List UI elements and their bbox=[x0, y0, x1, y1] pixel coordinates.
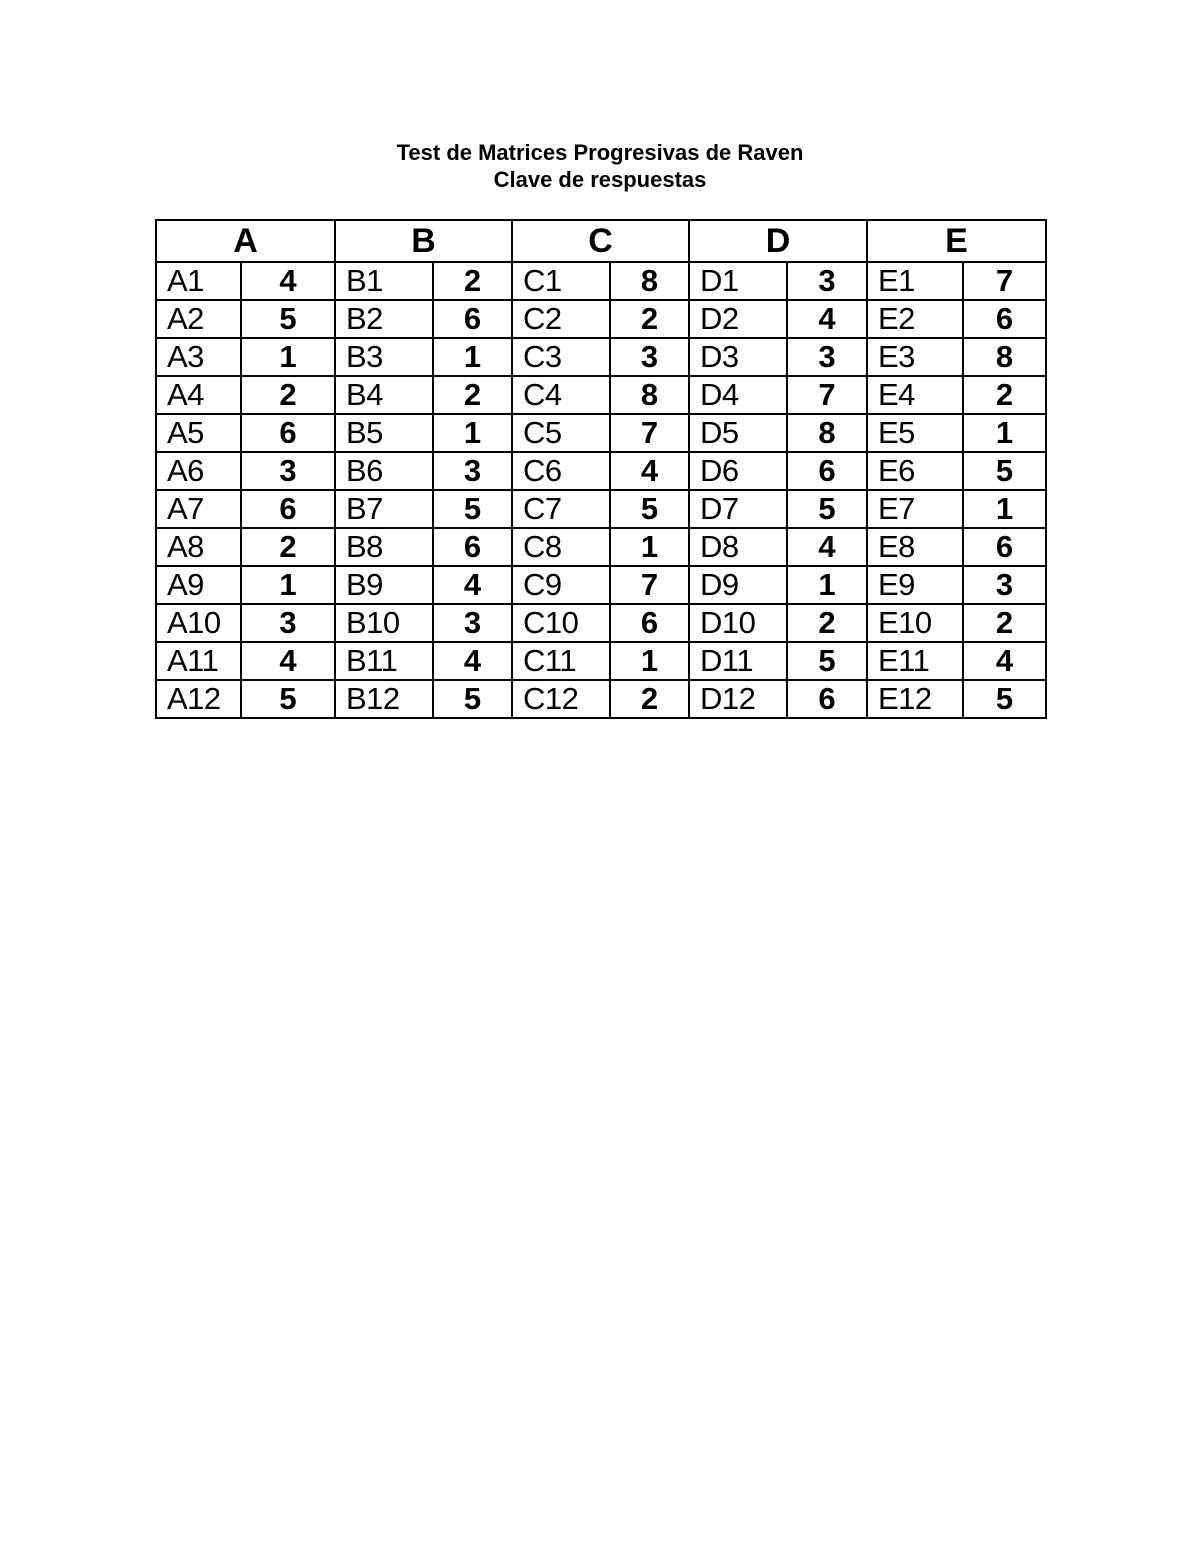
answer-value: 3 bbox=[433, 452, 512, 490]
answer-value: 6 bbox=[610, 604, 689, 642]
table-row bbox=[156, 300, 1046, 338]
item-label: A5 bbox=[156, 414, 241, 452]
series-header-a: A bbox=[156, 220, 335, 262]
answer-value: 5 bbox=[241, 300, 335, 338]
answer-value: 3 bbox=[241, 604, 335, 642]
answer-value: 7 bbox=[610, 414, 689, 452]
answer-value: 7 bbox=[963, 262, 1046, 300]
item-label: E3 bbox=[867, 338, 963, 376]
answer-value: 7 bbox=[787, 376, 867, 414]
answer-value: 4 bbox=[241, 262, 335, 300]
item-label: C12 bbox=[512, 680, 610, 718]
item-label: C9 bbox=[512, 566, 610, 604]
item-label: C1 bbox=[512, 262, 610, 300]
item-label: E2 bbox=[867, 300, 963, 338]
answer-value: 5 bbox=[610, 490, 689, 528]
table-row bbox=[156, 338, 1046, 376]
item-label: E8 bbox=[867, 528, 963, 566]
answer-value: 5 bbox=[963, 680, 1046, 718]
item-label: A8 bbox=[156, 528, 241, 566]
answer-value: 1 bbox=[610, 528, 689, 566]
item-label: D1 bbox=[689, 262, 787, 300]
answer-value: 6 bbox=[241, 490, 335, 528]
answer-value: 1 bbox=[241, 338, 335, 376]
item-label: B7 bbox=[335, 490, 433, 528]
item-label: B5 bbox=[335, 414, 433, 452]
item-label: A3 bbox=[156, 338, 241, 376]
item-label: E6 bbox=[867, 452, 963, 490]
table-row bbox=[156, 604, 1046, 642]
answer-value: 3 bbox=[787, 262, 867, 300]
answer-value: 6 bbox=[433, 528, 512, 566]
answer-value: 2 bbox=[241, 528, 335, 566]
table-row bbox=[156, 452, 1046, 490]
item-label: E1 bbox=[867, 262, 963, 300]
series-header-c: C bbox=[512, 220, 689, 262]
answer-value: 6 bbox=[787, 452, 867, 490]
item-label: C8 bbox=[512, 528, 610, 566]
answer-value: 8 bbox=[963, 338, 1046, 376]
item-label: B3 bbox=[335, 338, 433, 376]
item-label: C4 bbox=[512, 376, 610, 414]
answer-value: 1 bbox=[963, 490, 1046, 528]
item-label: B11 bbox=[335, 642, 433, 680]
answer-value: 1 bbox=[433, 414, 512, 452]
item-label: A1 bbox=[156, 262, 241, 300]
answer-value: 1 bbox=[610, 642, 689, 680]
item-label: D3 bbox=[689, 338, 787, 376]
item-label: B8 bbox=[335, 528, 433, 566]
document-subtitle: Clave de respuestas bbox=[493, 167, 707, 192]
item-label: D6 bbox=[689, 452, 787, 490]
item-label: B6 bbox=[335, 452, 433, 490]
table-row bbox=[156, 262, 1046, 300]
answer-value: 4 bbox=[963, 642, 1046, 680]
answer-value: 2 bbox=[610, 300, 689, 338]
answer-value: 1 bbox=[241, 566, 335, 604]
document-header bbox=[0, 139, 1200, 193]
item-label: C5 bbox=[512, 414, 610, 452]
answer-value: 2 bbox=[963, 604, 1046, 642]
answer-value: 5 bbox=[787, 490, 867, 528]
table-row bbox=[156, 566, 1046, 604]
document-title: Test de Matrices Progresivas de Raven bbox=[396, 140, 804, 165]
answer-value: 8 bbox=[610, 262, 689, 300]
answer-value: 4 bbox=[433, 642, 512, 680]
item-label: D10 bbox=[689, 604, 787, 642]
item-label: A6 bbox=[156, 452, 241, 490]
item-label: B9 bbox=[335, 566, 433, 604]
answer-value: 8 bbox=[610, 376, 689, 414]
answer-value: 6 bbox=[963, 528, 1046, 566]
item-label: A2 bbox=[156, 300, 241, 338]
item-label: A10 bbox=[156, 604, 241, 642]
table-row bbox=[156, 414, 1046, 452]
item-label: D8 bbox=[689, 528, 787, 566]
answer-value: 2 bbox=[787, 604, 867, 642]
answer-value: 5 bbox=[963, 452, 1046, 490]
table-row bbox=[156, 528, 1046, 566]
item-label: A9 bbox=[156, 566, 241, 604]
item-label: E10 bbox=[867, 604, 963, 642]
answer-value: 6 bbox=[241, 414, 335, 452]
item-label: C6 bbox=[512, 452, 610, 490]
item-label: D9 bbox=[689, 566, 787, 604]
answer-value: 7 bbox=[610, 566, 689, 604]
item-label: E11 bbox=[867, 642, 963, 680]
answer-key-body bbox=[156, 262, 1046, 718]
answer-value: 5 bbox=[787, 642, 867, 680]
item-label: D4 bbox=[689, 376, 787, 414]
item-label: C2 bbox=[512, 300, 610, 338]
answer-value: 3 bbox=[433, 604, 512, 642]
answer-value: 8 bbox=[787, 414, 867, 452]
item-label: C11 bbox=[512, 642, 610, 680]
item-label: E5 bbox=[867, 414, 963, 452]
series-header-d: D bbox=[689, 220, 867, 262]
answer-value: 3 bbox=[610, 338, 689, 376]
answer-value: 6 bbox=[433, 300, 512, 338]
table-row bbox=[156, 376, 1046, 414]
answer-value: 2 bbox=[433, 262, 512, 300]
answer-value: 4 bbox=[787, 300, 867, 338]
answer-value: 4 bbox=[433, 566, 512, 604]
series-header-e: E bbox=[867, 220, 1046, 262]
table-row bbox=[156, 680, 1046, 718]
item-label: E7 bbox=[867, 490, 963, 528]
item-label: B4 bbox=[335, 376, 433, 414]
answer-value: 3 bbox=[963, 566, 1046, 604]
answer-value: 6 bbox=[787, 680, 867, 718]
answer-value: 1 bbox=[787, 566, 867, 604]
item-label: D2 bbox=[689, 300, 787, 338]
answer-value: 1 bbox=[963, 414, 1046, 452]
item-label: E12 bbox=[867, 680, 963, 718]
item-label: D11 bbox=[689, 642, 787, 680]
item-label: D7 bbox=[689, 490, 787, 528]
item-label: B1 bbox=[335, 262, 433, 300]
answer-value: 5 bbox=[241, 680, 335, 718]
item-label: A11 bbox=[156, 642, 241, 680]
item-label: C7 bbox=[512, 490, 610, 528]
item-label: A12 bbox=[156, 680, 241, 718]
item-label: D12 bbox=[689, 680, 787, 718]
series-header-row bbox=[156, 220, 1046, 262]
item-label: C10 bbox=[512, 604, 610, 642]
series-header-b: B bbox=[335, 220, 512, 262]
answer-value: 3 bbox=[241, 452, 335, 490]
answer-value: 2 bbox=[963, 376, 1046, 414]
answer-value: 2 bbox=[241, 376, 335, 414]
answer-value: 4 bbox=[610, 452, 689, 490]
answer-value: 4 bbox=[241, 642, 335, 680]
item-label: B10 bbox=[335, 604, 433, 642]
item-label: B12 bbox=[335, 680, 433, 718]
table-row bbox=[156, 642, 1046, 680]
item-label: E4 bbox=[867, 376, 963, 414]
item-label: E9 bbox=[867, 566, 963, 604]
item-label: C3 bbox=[512, 338, 610, 376]
answer-value: 1 bbox=[433, 338, 512, 376]
answer-value: 2 bbox=[610, 680, 689, 718]
item-label: A7 bbox=[156, 490, 241, 528]
answer-value: 5 bbox=[433, 680, 512, 718]
answer-value: 6 bbox=[963, 300, 1046, 338]
answer-value: 4 bbox=[787, 528, 867, 566]
item-label: D5 bbox=[689, 414, 787, 452]
answer-value: 2 bbox=[433, 376, 512, 414]
answer-value: 3 bbox=[787, 338, 867, 376]
answer-value: 5 bbox=[433, 490, 512, 528]
item-label: A4 bbox=[156, 376, 241, 414]
answer-key-table bbox=[155, 219, 1047, 719]
item-label: B2 bbox=[335, 300, 433, 338]
table-row bbox=[156, 490, 1046, 528]
